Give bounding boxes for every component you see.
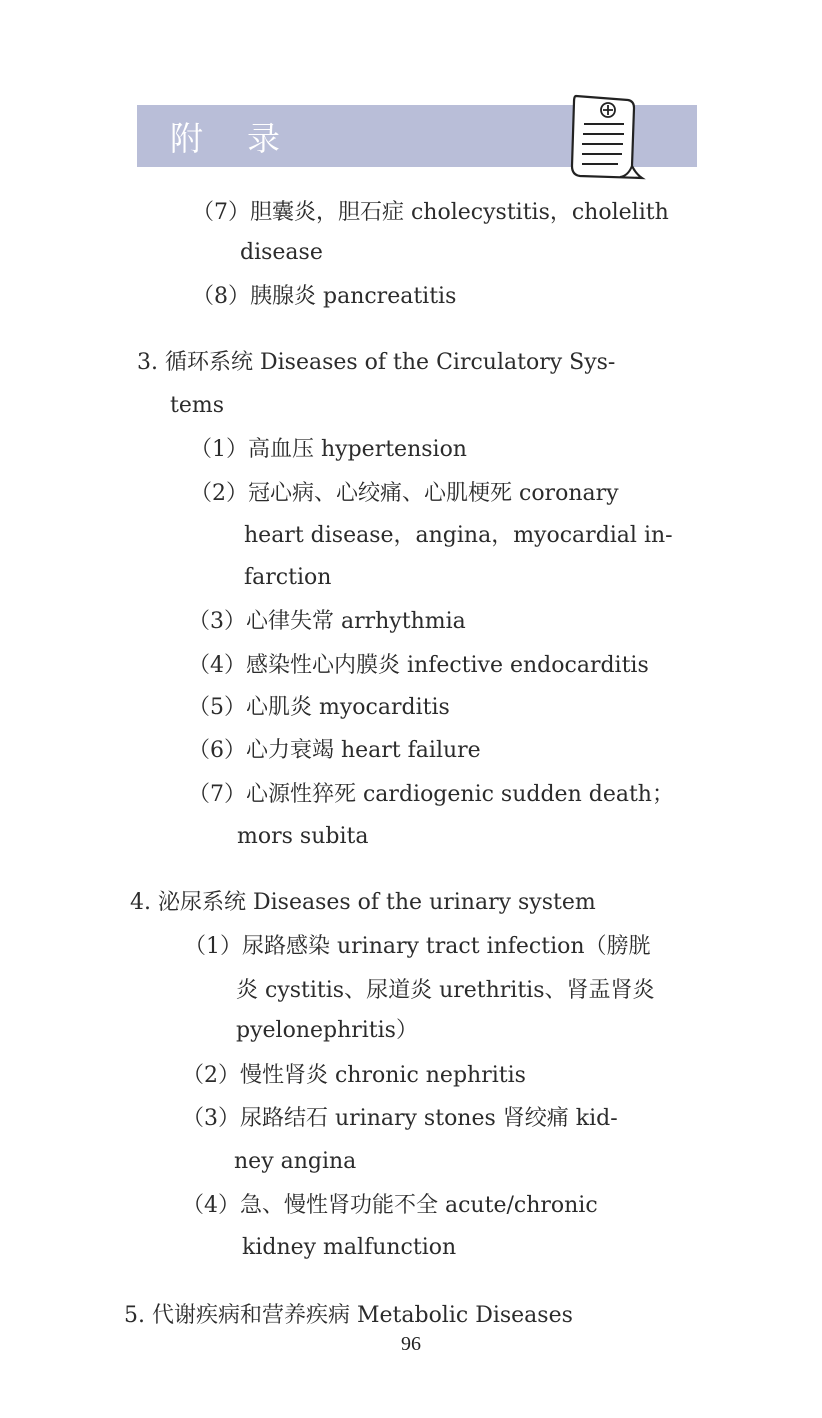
- medical-document-icon: [558, 88, 650, 188]
- item-4-endocarditis: （4）感染性心内膜炎 infective endocarditis: [188, 653, 649, 678]
- item-3-urinary-stones-line2: ney angina: [234, 1149, 357, 1174]
- item-1-urinary-infection-line1: （1）尿路感染 urinary tract infection（膀胱: [184, 934, 651, 959]
- section-4-heading: 4. 泌尿系统 Diseases of the urinary system: [130, 890, 596, 915]
- item-1-hypertension: （1）高血压 hypertension: [190, 437, 467, 462]
- page-number: 96: [401, 1333, 421, 1355]
- item-7-cholecystitis-line2: disease: [240, 240, 323, 265]
- item-3-arrhythmia: （3）心律失常 arrhythmia: [188, 609, 466, 634]
- item-4-kidney-malfunction-line1: （4）急、慢性肾功能不全 acute/chronic: [182, 1193, 598, 1218]
- item-2-coronary-line1: （2）冠心病、心绞痛、心肌梗死 coronary: [190, 481, 619, 506]
- item-2-coronary-line3: farction: [244, 565, 332, 590]
- header-title: 附录: [170, 119, 324, 158]
- item-6-heart-failure: （6）心力衰竭 heart failure: [188, 738, 481, 763]
- item-4-kidney-malfunction-line2: kidney malfunction: [242, 1235, 457, 1260]
- section-5-heading: 5. 代谢疾病和营养疾病 Metabolic Diseases: [124, 1303, 573, 1328]
- item-2-coronary-line2: heart disease，angina，myocardial in-: [244, 523, 673, 548]
- section-3-heading-line1: 3. 循环系统 Diseases of the Circulatory Sys-: [137, 350, 616, 375]
- item-5-myocarditis: （5）心肌炎 myocarditis: [188, 695, 450, 720]
- item-7-sudden-death-line2: mors subita: [237, 824, 369, 849]
- item-8-pancreatitis: （8）胰腺炎 pancreatitis: [192, 284, 457, 309]
- item-7-sudden-death-line1: （7）心源性猝死 cardiogenic sudden death；: [188, 782, 674, 807]
- item-2-chronic-nephritis: （2）慢性肾炎 chronic nephritis: [182, 1063, 526, 1088]
- item-1-urinary-infection-line2: 炎 cystitis、尿道炎 urethritis、肾盂肾炎: [236, 978, 655, 1003]
- section-3-heading-line2: tems: [170, 393, 225, 418]
- item-1-urinary-infection-line3: pyelonephritis）: [236, 1018, 418, 1043]
- item-3-urinary-stones-line1: （3）尿路结石 urinary stones 肾绞痛 kid-: [182, 1106, 618, 1131]
- item-7-cholecystitis-line1: （7）胆囊炎，胆石症 cholecystitis，cholelith: [192, 200, 669, 225]
